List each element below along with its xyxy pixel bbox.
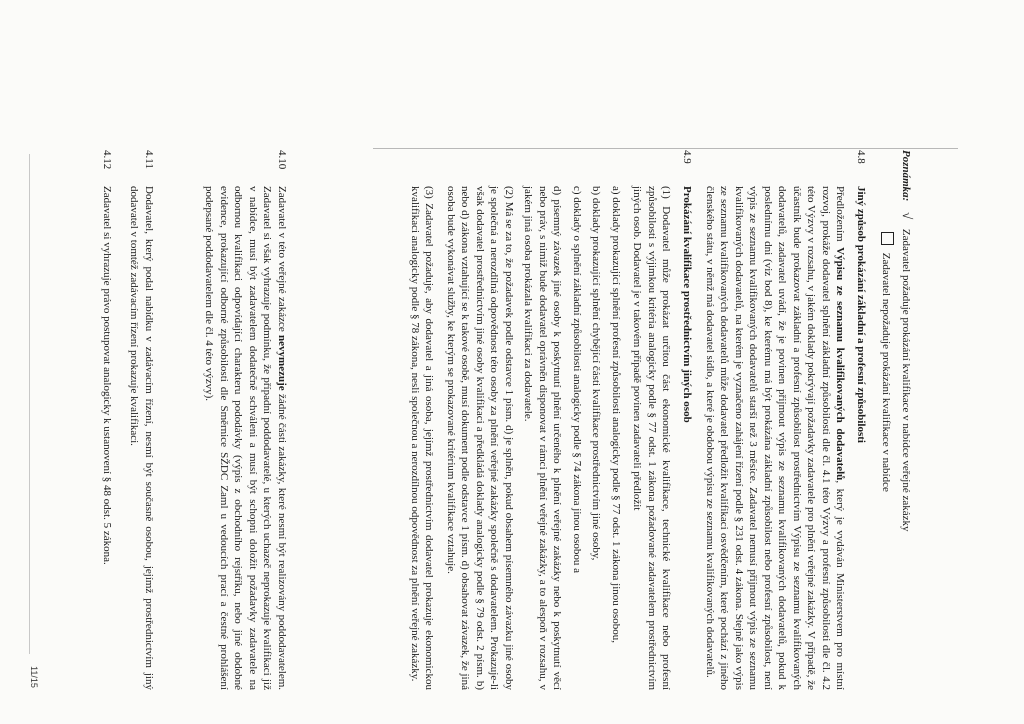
note-option-unchecked-text: Zadavatel nepožaduje prokázání kvalifikace v nabídce (880, 252, 893, 492)
top-rule (373, 148, 958, 149)
empty-checkbox-icon (881, 232, 894, 245)
note-option-checked (898, 150, 916, 710)
section-4-10 (195, 150, 289, 690)
section-paragraph: (3) Zadavatel požaduje, aby dodavatel a jiná osoba, jejímž prostřednictvím dodavatel prokazuje ekonomickou kvalifikaci analogicky podle § 78 zákona, nesli společnou a nerozdílnou odpovědnost za plnění veřejné zakázky. (408, 186, 436, 690)
page-number: 11/15 (29, 666, 39, 688)
section-paragraph: Zadavatel si vyhrazuje právo postupovat analogicky k ustanovení § 48 odst. 5 zákona. (101, 186, 113, 565)
list-item: d) písemný závazek jiné osoby k poskytnutí plnění určeného k plnění veřejné zakázky nebo k poskytnutí věcí nebo práv, s nimiž bude dodavatel oprávněn disponovat v rámci plnění veřejné zakázky, a to alespoň v rozsahu, v jakém jiná osoba prokázala kvalifikaci za dodavatele. (522, 186, 564, 690)
section-paragraph: (1) Dodavatel může prokázat určitou část ekonomické kvalifikace, technické kvalifikace nebo profesní způsobilosti s výjimkou kritéria analogicky podle § 77 odst. 1 zákona požadované zadavatelem prostřednictvím jiných osob. Dodavatel je v takovém případě povinen zadavateli předložit (631, 186, 673, 690)
list-item: b) doklady prokazující splnění chybějící části kvalifikace prostřednictvím jiné osoby, (590, 186, 603, 561)
note-label: Poznámka: (900, 150, 912, 202)
list-item: a) doklady prokazující splnění profesní způsobilosti analogicky podle § 77 odst. 1 zákona jinou osobou, (609, 186, 622, 644)
section-title: Jiný způsob prokázání základní a profesní způsobilosti (855, 186, 867, 443)
section-paragraph: Zadavatel v této veřejné zakázce nevymezuje žádné části zakázky, které nesmí být realizovány poddodavatelem. Zadavatel si však vyhrazuje podmínku, že případní poddodavatelé, u kterých uchazeč neprokazuje kvalifikaci již v nabídce, musí být zadavatelem dodatečně schváleni a musí být schopni doložit požadavky zadavatele na odbornou kvalifikaci odpovídající charakteru pododávky (výpis z obchodního rejstříku, nebo jiné obdobné evidence, prokazující odborné způsobilosti dle Směrnice SŽDC Zaml u vedoucích prací a čestné prohlášení podepsané poddodavatelem dle čl. 4 této výzvy). (203, 186, 288, 691)
section-4-12 (92, 150, 114, 690)
section-paragraph: (2) Má se za to, že požadavek podle odstavce 1 písm. d) je splněn, pokud obsahem písemného závazku jiné osoby je společná a nerozdílná odpovědnost této osoby za plnění veřejné zakázky společně s dodavatelem. Prokazuje-li však dodavatel prostřednictvím jiné osoby kvalifikaci a předkládá doklady analogicky podle § 79 odst. 2 písm. b) nebo d) zákona vztahující se k takové osobě, musí dokument podle odstavce 1 písm. d) obsahovat závazek, že jiná osoba bude vykonávat služby, ke kterým se prokazované kritérium kvalifikace vztahuje. (444, 186, 515, 690)
section-number: 4.12 (101, 150, 113, 170)
note-option-unchecked (879, 150, 895, 710)
section-4-11 (120, 150, 156, 690)
footer-rule (29, 154, 30, 654)
section-4-9 (400, 150, 694, 690)
section-number: 4.9 (681, 150, 693, 164)
section-4-8 (695, 150, 868, 690)
section-title: Prokázání kvalifikace prostřednictvím jiných osob (681, 186, 693, 423)
checkmark-icon: √ (900, 212, 915, 220)
section-number: 4.10 (276, 150, 288, 170)
section-paragraph: Dodavatel, který podal nabídku v zadávacím řízení, nesmí být současně osobou, jejímž prostřednictvím jiný dodavatel v tomtéž zadávacím řízení prokazuje kvalifikaci. (128, 186, 155, 690)
note-option-checked-text: Zadavatel požaduje prokázání kvalifikace v nabídce veřejné zakázky (900, 228, 912, 532)
list-item: c) doklady o splnění základní způsobilosti analogicky podle § 74 zákona jinou osobou a (570, 186, 583, 574)
section-number: 4.11 (143, 150, 155, 169)
notes-block (875, 150, 916, 710)
section-number: 4.8 (855, 150, 867, 164)
section-paragraph: Předložením Výpisu ze seznamu kvalifikovaných dodavatelů, který je vydáván Ministerstvem pro místní rozvoj, prokáže dodavatel splnění základní způsobilosti dle čl. 4.1 této Výzvy a profesní způsobilosti dle čl. 4.2 této Výzvy v rozsahu, v jakém doklady pokrývají požadavky zadavatele pro plnění veřejné zakázky. V případě, že účastník bude prokazovat základní a profesní způsobilost prostřednictvím Výpisu ze seznamu kvalifikovaných dodavatelů, zadavatel uvádí, že je povinen přijmout výpis ze seznamu kvalifikovaných dodavatelů, pokud k poslednímu dni (viz bod 8), ke kterému má být prokázána základní způsobilost nebo profesní způsobilost, není výpis ze seznamu kvalifikovaných dodavatelů starší než 3 měsíce. Zadavatel nemusí přijmout výpis ze seznamu kvalifikovaných dodavatelů, na kterém je vyznačeno zahájení řízení podle § 231 odst. 4 zákona. Stejně jako výpis ze seznamu kvalifikovaných dodavatelů může dodavatel předložit kvalifikaci osvědčením, které pochází z jiného členského státu, v němž má dodavatel sídlo, a které je obdobou výpisu ze seznamu kvalifikovaných dodavatelů. (703, 186, 847, 690)
